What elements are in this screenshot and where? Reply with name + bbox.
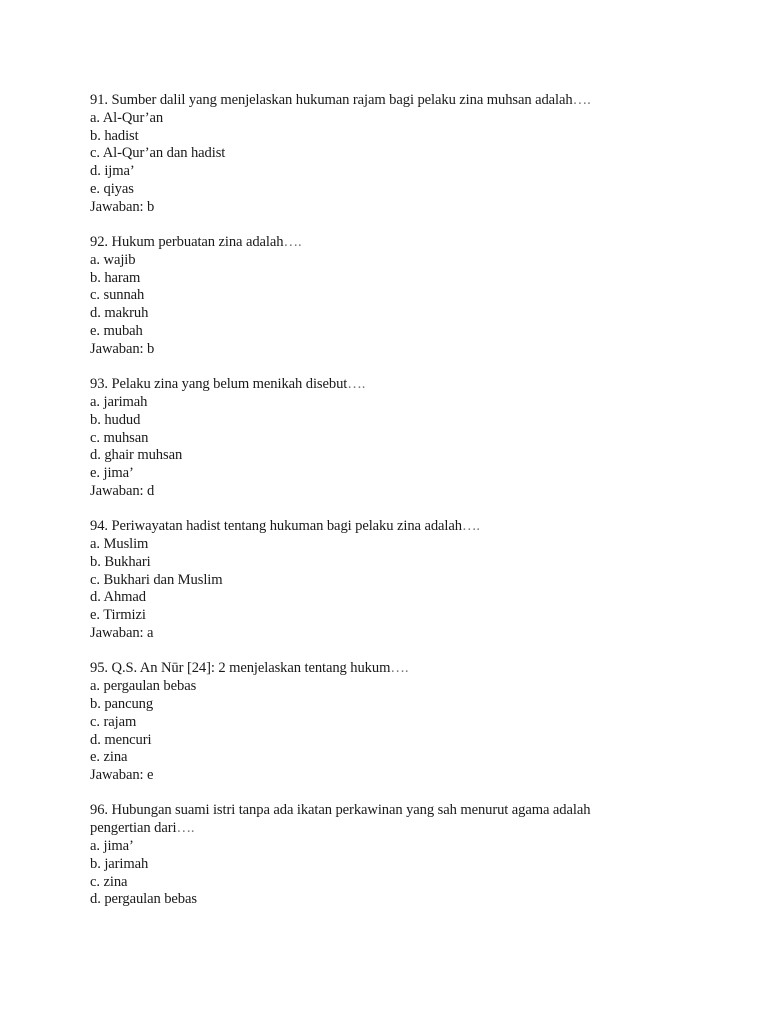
question-stem xyxy=(90,802,630,838)
option-a: a. Muslim xyxy=(90,536,149,553)
question-93 xyxy=(90,376,730,501)
option-c: c. zina xyxy=(90,873,128,890)
question-stem xyxy=(90,518,630,536)
question-stem xyxy=(90,234,630,252)
option-e: e. qiyas xyxy=(90,180,134,197)
option-a: a. jima’ xyxy=(90,837,134,854)
option-a: a. jarimah xyxy=(90,393,148,410)
option-d: d. Ahmad xyxy=(90,589,146,606)
question-text: Q.S. An Nūr [24]: 2 menjelaskan tentang hukum xyxy=(111,660,391,677)
option-d: d. pergaulan bebas xyxy=(90,891,197,908)
question-number: 93. xyxy=(90,376,108,393)
question-text: Pelaku zina yang belum menikah disebut xyxy=(111,376,348,393)
option-a: a. wajib xyxy=(90,251,136,268)
ellipsis: …. xyxy=(283,234,302,251)
option-c: c. sunnah xyxy=(90,287,145,304)
question-91 xyxy=(90,92,730,217)
option-e: e. jima’ xyxy=(90,465,134,482)
question-number: 96. xyxy=(90,802,108,819)
question-text: Sumber dalil yang menjelaskan hukuman rajam bagi pelaku zina muhsan adalah xyxy=(111,92,573,108)
option-e: e. zina xyxy=(90,749,128,766)
ellipsis: …. xyxy=(572,92,591,108)
option-e: e. Tirmizi xyxy=(90,607,146,624)
question-95 xyxy=(90,660,730,785)
answer-line: Jawaban: e xyxy=(90,767,154,784)
question-text: Hukum perbuatan zina adalah xyxy=(111,234,284,251)
option-b: b. pancung xyxy=(90,695,154,712)
question-number: 95. xyxy=(90,660,108,677)
option-a: a. pergaulan bebas xyxy=(90,678,197,695)
question-92 xyxy=(90,234,730,359)
option-b: b. jarimah xyxy=(90,855,149,872)
question-stem xyxy=(90,376,630,394)
question-text: Periwayatan hadist tentang hukuman bagi pelaku zina adalah xyxy=(111,518,462,535)
option-c: c. muhsan xyxy=(90,429,149,446)
option-d: d. ijma’ xyxy=(90,163,135,180)
answer-line: Jawaban: b xyxy=(90,198,155,215)
answer-line: Jawaban: b xyxy=(90,340,155,357)
ellipsis: …. xyxy=(176,820,195,837)
option-b: b. haram xyxy=(90,269,141,286)
ellipsis: …. xyxy=(461,518,480,535)
option-d: d. makruh xyxy=(90,305,149,322)
question-number: 91. xyxy=(90,92,108,108)
option-c: c. Bukhari dan Muslim xyxy=(90,571,223,588)
question-stem xyxy=(90,92,630,110)
option-d: d. ghair muhsan xyxy=(90,447,183,464)
question-94 xyxy=(90,518,730,643)
option-c: c. rajam xyxy=(90,713,137,730)
ellipsis: …. xyxy=(347,376,366,393)
question-number: 94. xyxy=(90,518,108,535)
option-c: c. Al-Qur’an dan hadist xyxy=(90,145,226,162)
option-b: b. Bukhari xyxy=(90,553,151,570)
question-stem xyxy=(90,660,630,678)
option-b: b. hudud xyxy=(90,411,141,428)
answer-line: Jawaban: a xyxy=(90,625,154,642)
option-a: a. Al-Qur’an xyxy=(90,109,164,126)
ellipsis: …. xyxy=(390,660,409,677)
answer-line: Jawaban: d xyxy=(90,482,155,499)
option-b: b. hadist xyxy=(90,127,139,144)
question-96 xyxy=(90,802,730,909)
question-text: Hubungan suami istri tanpa ada ikatan perkawinan yang sah menurut agama adalah pengertian dari xyxy=(90,802,591,837)
option-e: e. mubah xyxy=(90,323,143,340)
option-d: d. mencuri xyxy=(90,731,152,748)
document-page xyxy=(90,92,730,927)
question-number: 92. xyxy=(90,234,108,251)
